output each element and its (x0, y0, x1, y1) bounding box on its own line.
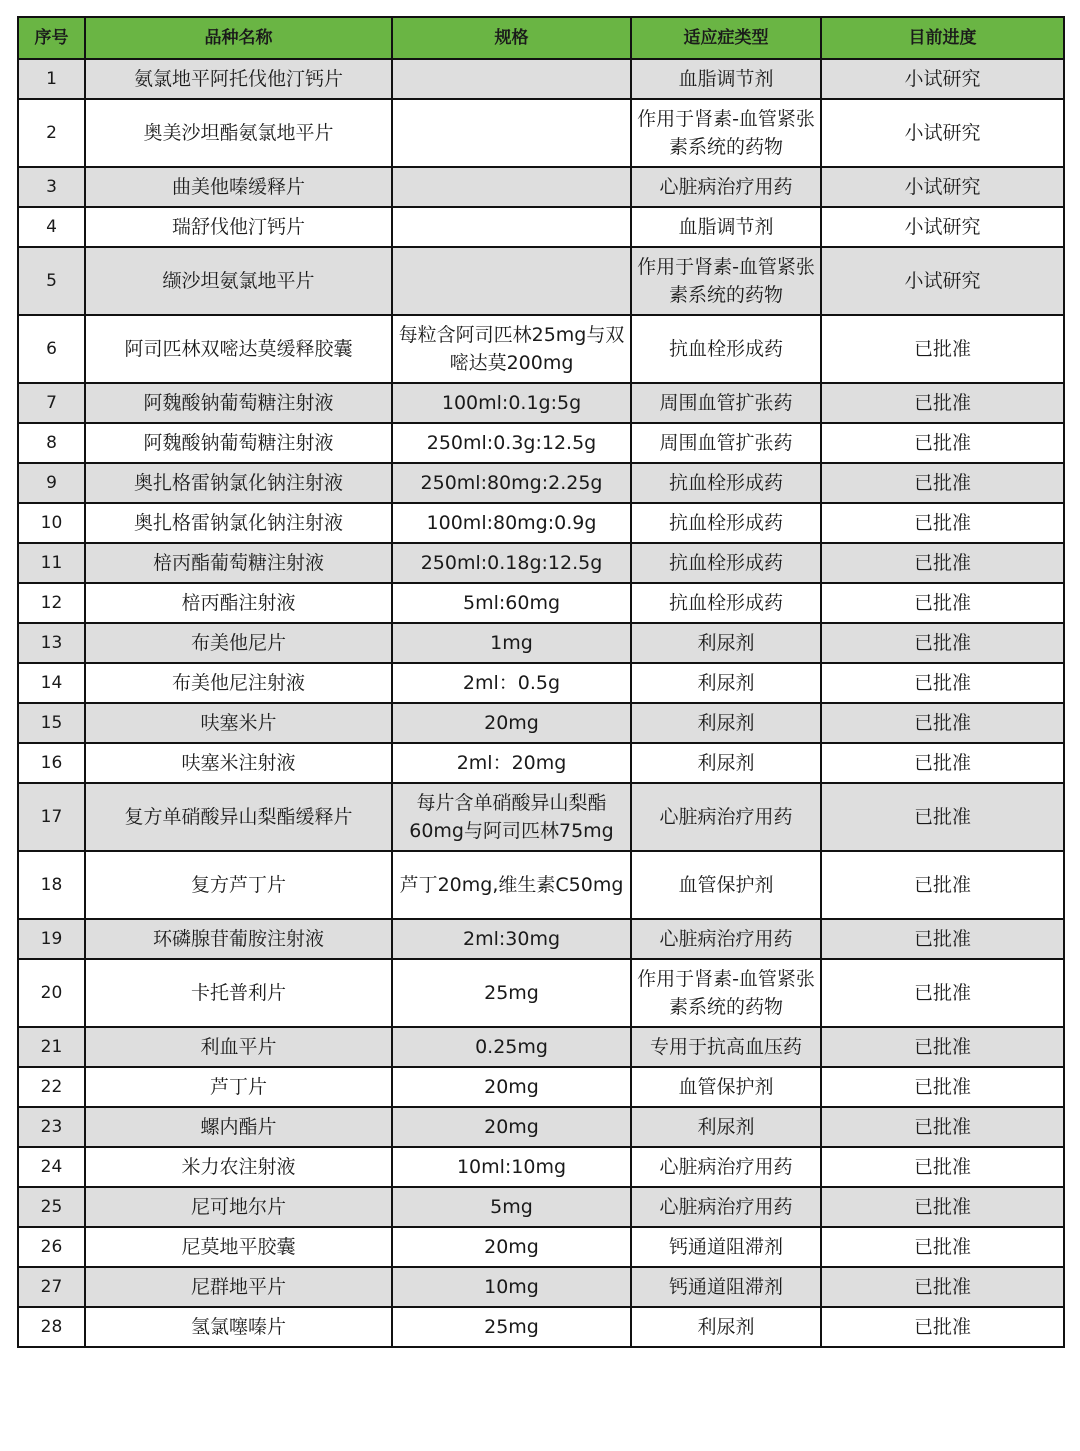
cell-spec: 20mg (392, 1107, 631, 1147)
cell-type: 利尿剂 (631, 1107, 821, 1147)
cell-name: 棓丙酯注射液 (85, 583, 392, 623)
table-row (18, 1307, 1064, 1347)
table-row (18, 743, 1064, 783)
cell-name: 阿魏酸钠葡萄糖注射液 (85, 423, 392, 463)
cell-status: 小试研究 (821, 99, 1064, 167)
cell-type: 周围血管扩张药 (631, 383, 821, 423)
cell-spec (392, 247, 631, 315)
cell-status: 已批准 (821, 623, 1064, 663)
cell-spec: 100ml:0.1g:5g (392, 383, 631, 423)
cell-type: 利尿剂 (631, 1307, 821, 1347)
cell-no: 14 (18, 663, 85, 703)
cell-name: 尼可地尔片 (85, 1187, 392, 1227)
cell-type: 利尿剂 (631, 623, 821, 663)
cell-name: 螺内酯片 (85, 1107, 392, 1147)
drug-table (17, 16, 1065, 1348)
cell-spec: 100ml:80mg:0.9g (392, 503, 631, 543)
cell-status: 已批准 (821, 959, 1064, 1027)
cell-status: 已批准 (821, 703, 1064, 743)
cell-name: 阿司匹林双嘧达莫缓释胶囊 (85, 315, 392, 383)
table-row (18, 247, 1064, 315)
header-type: 适应症类型 (631, 17, 821, 59)
cell-status: 已批准 (821, 783, 1064, 851)
cell-spec: 25mg (392, 1307, 631, 1347)
cell-no: 6 (18, 315, 85, 383)
table-row (18, 167, 1064, 207)
table-header-row (18, 17, 1064, 59)
table-row (18, 1067, 1064, 1107)
cell-status: 已批准 (821, 1107, 1064, 1147)
table-row (18, 1107, 1064, 1147)
cell-spec: 250ml:0.18g:12.5g (392, 543, 631, 583)
cell-status: 已批准 (821, 1187, 1064, 1227)
cell-name: 奥扎格雷钠氯化钠注射液 (85, 463, 392, 503)
cell-no: 18 (18, 851, 85, 919)
cell-name: 氢氯噻嗪片 (85, 1307, 392, 1347)
cell-name: 卡托普利片 (85, 959, 392, 1027)
cell-no: 1 (18, 59, 85, 99)
cell-no: 23 (18, 1107, 85, 1147)
cell-spec: 5mg (392, 1187, 631, 1227)
table-row (18, 423, 1064, 463)
table-body (18, 59, 1064, 1347)
table-row (18, 851, 1064, 919)
drug-table-container (17, 16, 1063, 1348)
cell-name: 尼莫地平胶囊 (85, 1227, 392, 1267)
cell-type: 利尿剂 (631, 703, 821, 743)
cell-status: 已批准 (821, 503, 1064, 543)
header-name: 品种名称 (85, 17, 392, 59)
cell-no: 24 (18, 1147, 85, 1187)
cell-type: 抗血栓形成药 (631, 583, 821, 623)
table-row (18, 1147, 1064, 1187)
cell-status: 已批准 (821, 1267, 1064, 1307)
cell-name: 奥扎格雷钠氯化钠注射液 (85, 503, 392, 543)
cell-spec: 2ml：20mg (392, 743, 631, 783)
cell-no: 28 (18, 1307, 85, 1347)
cell-type: 血管保护剂 (631, 851, 821, 919)
cell-spec: 20mg (392, 703, 631, 743)
cell-no: 19 (18, 919, 85, 959)
cell-spec: 1mg (392, 623, 631, 663)
table-row (18, 207, 1064, 247)
cell-no: 26 (18, 1227, 85, 1267)
cell-name: 尼群地平片 (85, 1267, 392, 1307)
table-row (18, 663, 1064, 703)
cell-status: 已批准 (821, 1307, 1064, 1347)
table-row (18, 59, 1064, 99)
cell-spec: 250ml:0.3g:12.5g (392, 423, 631, 463)
cell-status: 已批准 (821, 543, 1064, 583)
cell-spec: 25mg (392, 959, 631, 1027)
cell-spec (392, 167, 631, 207)
cell-type: 钙通道阻滞剂 (631, 1227, 821, 1267)
cell-type: 血脂调节剂 (631, 59, 821, 99)
table-row (18, 703, 1064, 743)
cell-spec: 10ml:10mg (392, 1147, 631, 1187)
cell-status: 小试研究 (821, 207, 1064, 247)
cell-type: 作用于肾素-血管紧张素系统的药物 (631, 247, 821, 315)
table-row (18, 1267, 1064, 1307)
cell-status: 已批准 (821, 743, 1064, 783)
cell-no: 7 (18, 383, 85, 423)
cell-status: 已批准 (821, 851, 1064, 919)
cell-type: 心脏病治疗用药 (631, 1147, 821, 1187)
cell-spec: 每粒含阿司匹林25mg与双嘧达莫200mg (392, 315, 631, 383)
table-row (18, 463, 1064, 503)
cell-no: 4 (18, 207, 85, 247)
cell-status: 已批准 (821, 1147, 1064, 1187)
table-row (18, 503, 1064, 543)
cell-status: 已批准 (821, 315, 1064, 383)
cell-spec: 20mg (392, 1067, 631, 1107)
cell-name: 复方单硝酸异山梨酯缓释片 (85, 783, 392, 851)
table-row (18, 919, 1064, 959)
cell-name: 曲美他嗪缓释片 (85, 167, 392, 207)
cell-status: 小试研究 (821, 167, 1064, 207)
cell-type: 作用于肾素-血管紧张素系统的药物 (631, 959, 821, 1027)
cell-type: 心脏病治疗用药 (631, 783, 821, 851)
table-row (18, 543, 1064, 583)
cell-type: 抗血栓形成药 (631, 463, 821, 503)
cell-spec: 20mg (392, 1227, 631, 1267)
header-status: 目前进度 (821, 17, 1064, 59)
cell-type: 专用于抗高血压药 (631, 1027, 821, 1067)
cell-spec (392, 59, 631, 99)
table-row (18, 383, 1064, 423)
cell-spec: 10mg (392, 1267, 631, 1307)
table-row (18, 583, 1064, 623)
cell-no: 27 (18, 1267, 85, 1307)
cell-name: 环磷腺苷葡胺注射液 (85, 919, 392, 959)
cell-type: 作用于肾素-血管紧张素系统的药物 (631, 99, 821, 167)
cell-no: 20 (18, 959, 85, 1027)
cell-status: 小试研究 (821, 247, 1064, 315)
cell-type: 心脏病治疗用药 (631, 919, 821, 959)
cell-name: 利血平片 (85, 1027, 392, 1067)
cell-name: 呋塞米片 (85, 703, 392, 743)
cell-spec: 0.25mg (392, 1027, 631, 1067)
cell-status: 已批准 (821, 919, 1064, 959)
cell-type: 钙通道阻滞剂 (631, 1267, 821, 1307)
table-row (18, 1027, 1064, 1067)
cell-name: 瑞舒伐他汀钙片 (85, 207, 392, 247)
cell-type: 抗血栓形成药 (631, 315, 821, 383)
cell-type: 心脏病治疗用药 (631, 1187, 821, 1227)
cell-type: 血脂调节剂 (631, 207, 821, 247)
cell-no: 5 (18, 247, 85, 315)
cell-spec: 2ml：0.5g (392, 663, 631, 703)
cell-status: 小试研究 (821, 59, 1064, 99)
cell-no: 21 (18, 1027, 85, 1067)
cell-type: 抗血栓形成药 (631, 503, 821, 543)
cell-no: 17 (18, 783, 85, 851)
cell-no: 12 (18, 583, 85, 623)
cell-type: 利尿剂 (631, 743, 821, 783)
cell-no: 15 (18, 703, 85, 743)
cell-spec: 芦丁20mg,维生素C50mg (392, 851, 631, 919)
cell-type: 周围血管扩张药 (631, 423, 821, 463)
cell-status: 已批准 (821, 1227, 1064, 1267)
cell-name: 奥美沙坦酯氨氯地平片 (85, 99, 392, 167)
cell-spec (392, 207, 631, 247)
cell-type: 心脏病治疗用药 (631, 167, 821, 207)
cell-no: 25 (18, 1187, 85, 1227)
cell-name: 阿魏酸钠葡萄糖注射液 (85, 383, 392, 423)
cell-type: 抗血栓形成药 (631, 543, 821, 583)
table-row (18, 315, 1064, 383)
cell-spec: 5ml:60mg (392, 583, 631, 623)
cell-status: 已批准 (821, 383, 1064, 423)
header-no: 序号 (18, 17, 85, 59)
cell-status: 已批准 (821, 1027, 1064, 1067)
cell-type: 利尿剂 (631, 663, 821, 703)
cell-no: 8 (18, 423, 85, 463)
cell-no: 10 (18, 503, 85, 543)
cell-name: 米力农注射液 (85, 1147, 392, 1187)
cell-spec: 2ml:30mg (392, 919, 631, 959)
cell-name: 棓丙酯葡萄糖注射液 (85, 543, 392, 583)
cell-status: 已批准 (821, 1067, 1064, 1107)
cell-spec: 每片含单硝酸异山梨酯60mg与阿司匹林75mg (392, 783, 631, 851)
cell-status: 已批准 (821, 583, 1064, 623)
table-row (18, 959, 1064, 1027)
table-row (18, 1187, 1064, 1227)
cell-spec (392, 99, 631, 167)
table-row (18, 1227, 1064, 1267)
cell-name: 芦丁片 (85, 1067, 392, 1107)
cell-status: 已批准 (821, 423, 1064, 463)
cell-name: 缬沙坦氨氯地平片 (85, 247, 392, 315)
table-row (18, 783, 1064, 851)
cell-no: 16 (18, 743, 85, 783)
table-row (18, 623, 1064, 663)
cell-spec: 250ml:80mg:2.25g (392, 463, 631, 503)
cell-no: 9 (18, 463, 85, 503)
header-spec: 规格 (392, 17, 631, 59)
cell-name: 呋塞米注射液 (85, 743, 392, 783)
cell-type: 血管保护剂 (631, 1067, 821, 1107)
table-row (18, 99, 1064, 167)
cell-name: 布美他尼注射液 (85, 663, 392, 703)
cell-name: 氨氯地平阿托伐他汀钙片 (85, 59, 392, 99)
cell-status: 已批准 (821, 463, 1064, 503)
cell-no: 2 (18, 99, 85, 167)
cell-no: 13 (18, 623, 85, 663)
cell-status: 已批准 (821, 663, 1064, 703)
cell-name: 布美他尼片 (85, 623, 392, 663)
cell-no: 3 (18, 167, 85, 207)
cell-no: 22 (18, 1067, 85, 1107)
cell-name: 复方芦丁片 (85, 851, 392, 919)
cell-no: 11 (18, 543, 85, 583)
